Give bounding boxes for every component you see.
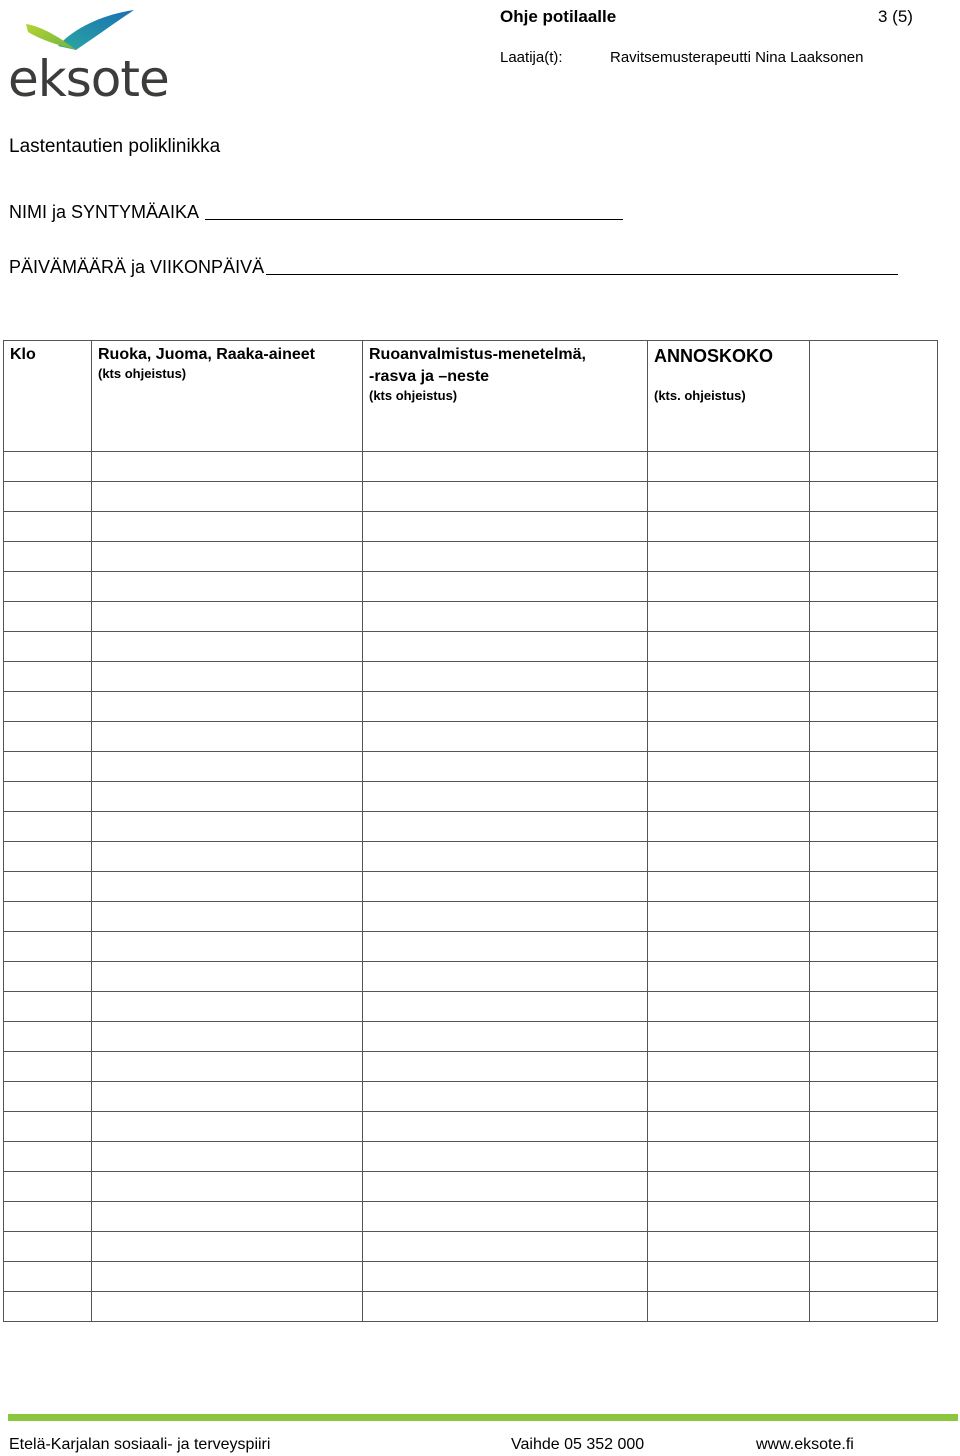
table-row xyxy=(4,1202,938,1232)
cell-preparation[interactable] xyxy=(363,632,648,662)
cell-time[interactable] xyxy=(4,1112,92,1142)
preparation-header-note: (kts ohjeistus) xyxy=(369,388,458,403)
cell-food[interactable] xyxy=(92,542,363,572)
cell-extra[interactable] xyxy=(810,1082,938,1112)
cell-extra[interactable] xyxy=(810,572,938,602)
table-row xyxy=(4,1082,938,1112)
cell-food[interactable] xyxy=(92,842,363,872)
table-row xyxy=(4,932,938,962)
cell-preparation[interactable] xyxy=(363,662,648,692)
cell-extra[interactable] xyxy=(810,452,938,482)
portion-header-note: (kts. ohjeistus) xyxy=(654,388,746,403)
cell-portion[interactable] xyxy=(648,1172,810,1202)
cell-portion[interactable] xyxy=(648,1082,810,1112)
eksote-logo xyxy=(6,6,169,108)
footer-phone: Vaihde 05 352 000 xyxy=(511,1436,645,1453)
cell-preparation[interactable] xyxy=(363,1052,648,1082)
cell-time[interactable] xyxy=(4,602,92,632)
table-row xyxy=(4,1172,938,1202)
cell-food[interactable] xyxy=(92,1262,363,1292)
cell-extra[interactable] xyxy=(810,512,938,542)
table-row xyxy=(4,1142,938,1172)
cell-portion[interactable] xyxy=(648,692,810,722)
time-header: Klo xyxy=(10,346,36,363)
table-row xyxy=(4,902,938,932)
cell-portion[interactable] xyxy=(648,1142,810,1172)
table-row xyxy=(4,752,938,782)
cell-preparation[interactable] xyxy=(363,812,648,842)
column-header-preparation xyxy=(363,341,648,452)
cell-extra[interactable] xyxy=(810,542,938,572)
cell-food[interactable] xyxy=(92,902,363,932)
department-name: Lastentautien poliklinikka xyxy=(9,136,221,157)
table-row xyxy=(4,512,938,542)
cell-time[interactable] xyxy=(4,752,92,782)
table-row xyxy=(4,1022,938,1052)
table-row xyxy=(4,722,938,752)
cell-portion[interactable] xyxy=(648,1232,810,1262)
cell-time[interactable] xyxy=(4,722,92,752)
table-row xyxy=(4,962,938,992)
name-field-label: NIMI ja SYNTYMÄAIKA xyxy=(9,202,200,222)
food-diary-table xyxy=(3,340,938,1322)
cell-food[interactable] xyxy=(92,1082,363,1112)
cell-extra[interactable] xyxy=(810,662,938,692)
cell-extra[interactable] xyxy=(810,962,938,992)
table-row xyxy=(4,842,938,872)
cell-food[interactable] xyxy=(92,992,363,1022)
cell-extra[interactable] xyxy=(810,482,938,512)
cell-preparation[interactable] xyxy=(363,572,648,602)
cell-preparation[interactable] xyxy=(363,1202,648,1232)
table-row xyxy=(4,632,938,662)
cell-extra[interactable] xyxy=(810,1112,938,1142)
cell-extra[interactable] xyxy=(810,782,938,812)
cell-time[interactable] xyxy=(4,1052,92,1082)
cell-food[interactable] xyxy=(92,752,363,782)
cell-preparation[interactable] xyxy=(363,902,648,932)
table-row xyxy=(4,662,938,692)
cell-portion[interactable] xyxy=(648,872,810,902)
name-field[interactable] xyxy=(9,202,623,223)
cell-portion[interactable] xyxy=(648,992,810,1022)
cell-portion[interactable] xyxy=(648,1202,810,1232)
cell-preparation[interactable] xyxy=(363,602,648,632)
cell-food[interactable] xyxy=(92,812,363,842)
cell-food[interactable] xyxy=(92,1022,363,1052)
date-field-label: PÄIVÄMÄÄRÄ ja VIIKONPÄIVÄ xyxy=(9,257,265,277)
cell-time[interactable] xyxy=(4,812,92,842)
cell-food[interactable] xyxy=(92,962,363,992)
cell-time[interactable] xyxy=(4,692,92,722)
cell-extra[interactable] xyxy=(810,992,938,1022)
cell-extra[interactable] xyxy=(810,932,938,962)
table-row xyxy=(4,1262,938,1292)
table-header-row xyxy=(4,341,938,452)
table-row xyxy=(4,782,938,812)
cell-preparation[interactable] xyxy=(363,842,648,872)
cell-preparation[interactable] xyxy=(363,992,648,1022)
cell-extra[interactable] xyxy=(810,752,938,782)
cell-preparation[interactable] xyxy=(363,452,648,482)
cell-food[interactable] xyxy=(92,1172,363,1202)
cell-extra[interactable] xyxy=(810,692,938,722)
cell-time[interactable] xyxy=(4,572,92,602)
cell-time[interactable] xyxy=(4,542,92,572)
cell-portion[interactable] xyxy=(648,482,810,512)
cell-time[interactable] xyxy=(4,1082,92,1112)
cell-time[interactable] xyxy=(4,872,92,902)
cell-food[interactable] xyxy=(92,1202,363,1232)
cell-preparation[interactable] xyxy=(363,482,648,512)
cell-portion[interactable] xyxy=(648,452,810,482)
cell-extra[interactable] xyxy=(810,1172,938,1202)
cell-portion[interactable] xyxy=(648,1292,810,1322)
cell-portion[interactable] xyxy=(648,812,810,842)
cell-preparation[interactable] xyxy=(363,692,648,722)
cell-time[interactable] xyxy=(4,782,92,812)
cell-preparation[interactable] xyxy=(363,1292,648,1322)
cell-portion[interactable] xyxy=(648,842,810,872)
cell-time[interactable] xyxy=(4,1292,92,1322)
cell-preparation[interactable] xyxy=(363,1142,648,1172)
cell-portion[interactable] xyxy=(648,782,810,812)
cell-preparation[interactable] xyxy=(363,1082,648,1112)
cell-food[interactable] xyxy=(92,782,363,812)
column-header-portion xyxy=(648,341,810,452)
cell-preparation[interactable] xyxy=(363,962,648,992)
cell-portion[interactable] xyxy=(648,1052,810,1082)
cell-extra[interactable] xyxy=(810,1052,938,1082)
cell-time[interactable] xyxy=(4,1232,92,1262)
cell-preparation[interactable] xyxy=(363,1172,648,1202)
cell-portion[interactable] xyxy=(648,632,810,662)
cell-extra[interactable] xyxy=(810,1202,938,1232)
column-header-time xyxy=(4,341,92,452)
cell-preparation[interactable] xyxy=(363,932,648,962)
cell-time[interactable] xyxy=(4,842,92,872)
cell-time[interactable] xyxy=(4,962,92,992)
cell-extra[interactable] xyxy=(810,602,938,632)
cell-preparation[interactable] xyxy=(363,752,648,782)
page-number: 3 (5) xyxy=(878,7,913,26)
table-row xyxy=(4,812,938,842)
cell-food[interactable] xyxy=(92,602,363,632)
date-fill-line[interactable] xyxy=(266,274,898,275)
column-header-food xyxy=(92,341,363,452)
cell-preparation[interactable] xyxy=(363,1262,648,1292)
cell-portion[interactable] xyxy=(648,752,810,782)
preparation-header-line1: Ruoanvalmistus-menetelmä, xyxy=(369,346,586,363)
cell-time[interactable] xyxy=(4,1262,92,1292)
table-row xyxy=(4,452,938,482)
cell-extra[interactable] xyxy=(810,1292,938,1322)
cell-extra[interactable] xyxy=(810,1022,938,1052)
cell-food[interactable] xyxy=(92,722,363,752)
cell-time[interactable] xyxy=(4,632,92,662)
preparation-header-line2: -rasva ja –neste xyxy=(369,368,490,385)
column-header-extra xyxy=(810,341,938,452)
table-row xyxy=(4,572,938,602)
footer-website[interactable]: www.eksote.fi xyxy=(756,1436,854,1453)
cell-food[interactable] xyxy=(92,1142,363,1172)
cell-extra[interactable] xyxy=(810,722,938,752)
table-row xyxy=(4,1052,938,1082)
table-row xyxy=(4,1112,938,1142)
cell-portion[interactable] xyxy=(648,722,810,752)
footer-divider xyxy=(8,1414,958,1421)
table-row xyxy=(4,1292,938,1322)
cell-food[interactable] xyxy=(92,1292,363,1322)
cell-food[interactable] xyxy=(92,512,363,542)
table-row xyxy=(4,692,938,722)
cell-food[interactable] xyxy=(92,452,363,482)
portion-header: ANNOSKOKO xyxy=(654,346,774,366)
cell-portion[interactable] xyxy=(648,1112,810,1142)
cell-extra[interactable] xyxy=(810,1142,938,1172)
logo-wordmark: eksote xyxy=(8,50,169,108)
cell-extra[interactable] xyxy=(810,842,938,872)
cell-time[interactable] xyxy=(4,662,92,692)
cell-preparation[interactable] xyxy=(363,722,648,752)
table-row xyxy=(4,872,938,902)
cell-time[interactable] xyxy=(4,902,92,932)
cell-preparation[interactable] xyxy=(363,1022,648,1052)
cell-food[interactable] xyxy=(92,1112,363,1142)
cell-portion[interactable] xyxy=(648,1262,810,1292)
cell-extra[interactable] xyxy=(810,1232,938,1262)
cell-preparation[interactable] xyxy=(363,1112,648,1142)
cell-time[interactable] xyxy=(4,992,92,1022)
cell-food[interactable] xyxy=(92,662,363,692)
cell-preparation[interactable] xyxy=(363,512,648,542)
cell-preparation[interactable] xyxy=(363,1232,648,1262)
cell-time[interactable] xyxy=(4,1172,92,1202)
cell-portion[interactable] xyxy=(648,542,810,572)
date-field[interactable] xyxy=(9,257,898,278)
footer-organization: Etelä-Karjalan sosiaali- ja terveyspiiri xyxy=(9,1436,271,1453)
author-label: Laatija(t): xyxy=(500,49,563,66)
cell-food[interactable] xyxy=(92,872,363,902)
cell-food[interactable] xyxy=(92,932,363,962)
cell-portion[interactable] xyxy=(648,662,810,692)
cell-portion[interactable] xyxy=(648,602,810,632)
cell-preparation[interactable] xyxy=(363,542,648,572)
food-header-note: (kts ohjeistus) xyxy=(98,366,187,381)
cell-time[interactable] xyxy=(4,512,92,542)
table-row xyxy=(4,992,938,1022)
cell-food[interactable] xyxy=(92,572,363,602)
cell-preparation[interactable] xyxy=(363,872,648,902)
cell-time[interactable] xyxy=(4,482,92,512)
food-header: Ruoka, Juoma, Raaka-aineet xyxy=(98,346,315,363)
cell-time[interactable] xyxy=(4,1022,92,1052)
cell-food[interactable] xyxy=(92,632,363,662)
cell-time[interactable] xyxy=(4,1142,92,1172)
document-title: Ohje potilaalle xyxy=(500,7,617,26)
cell-extra[interactable] xyxy=(810,812,938,842)
cell-portion[interactable] xyxy=(648,572,810,602)
cell-extra[interactable] xyxy=(810,632,938,662)
cell-time[interactable] xyxy=(4,932,92,962)
cell-food[interactable] xyxy=(92,1232,363,1262)
table-row xyxy=(4,542,938,572)
cell-preparation[interactable] xyxy=(363,782,648,812)
name-fill-line[interactable] xyxy=(205,219,623,220)
table-row xyxy=(4,602,938,632)
cell-extra[interactable] xyxy=(810,872,938,902)
cell-extra[interactable] xyxy=(810,902,938,932)
cell-food[interactable] xyxy=(92,692,363,722)
table-row xyxy=(4,1232,938,1262)
author-value: Ravitsemusterapeutti Nina Laaksonen xyxy=(610,49,864,66)
cell-extra[interactable] xyxy=(810,1262,938,1292)
cell-food[interactable] xyxy=(92,1052,363,1082)
cell-food[interactable] xyxy=(92,482,363,512)
cell-time[interactable] xyxy=(4,452,92,482)
table-body xyxy=(4,452,938,1322)
cell-portion[interactable] xyxy=(648,1022,810,1052)
table-row xyxy=(4,482,938,512)
cell-portion[interactable] xyxy=(648,902,810,932)
cell-portion[interactable] xyxy=(648,962,810,992)
cell-portion[interactable] xyxy=(648,932,810,962)
cell-portion[interactable] xyxy=(648,512,810,542)
cell-time[interactable] xyxy=(4,1202,92,1232)
